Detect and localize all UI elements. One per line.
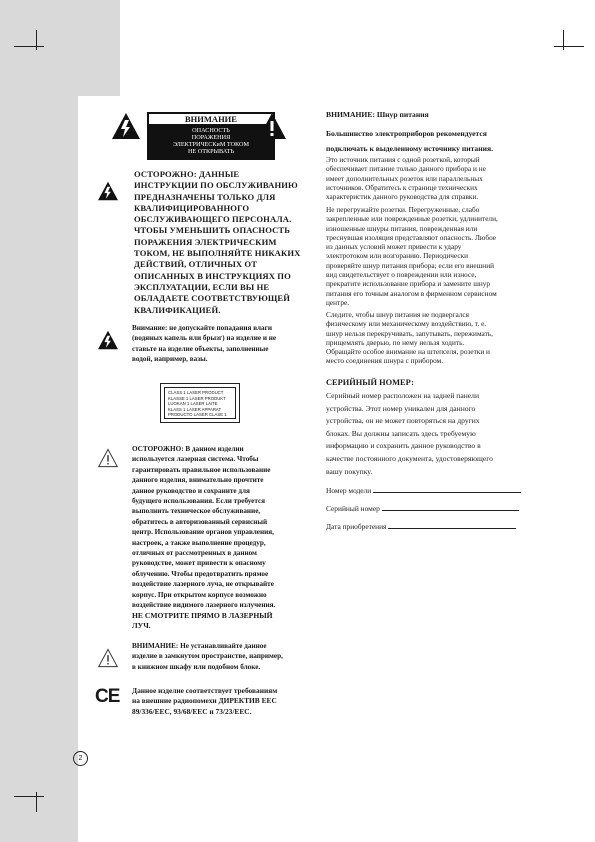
serial-line: качестве постоянного документа, удостоверяющего (326, 453, 493, 463)
laser-line: используется лазерная система. Чтобы (132, 455, 259, 464)
paragraph-line: Это источник питания с одной розеткой, который (326, 155, 480, 164)
page-number: 2 (73, 751, 88, 766)
power-cord-heading: ВНИМАНИЕ: Шнур питания (326, 110, 429, 119)
paragraph-line: вид свидетельствует о повреждении или износе, (326, 270, 477, 280)
purchase-date-line[interactable] (388, 521, 516, 529)
power-cord-subheading (326, 126, 541, 156)
paragraph-line: физическому или механическому воздействию, т. е. (326, 319, 487, 329)
paragraph-line: прекратите использование прибора и замените шнур (326, 279, 491, 289)
laser-line: руководстве, может привести к опасному (132, 559, 266, 568)
paragraph-line: центре. (326, 297, 350, 307)
enclosure-line: изделие в замкнутом пространстве, например, (132, 652, 283, 661)
ce-line: 89/336/EEC, 93/68/EEC и 73/23/EEC. (132, 706, 252, 716)
purchase-date-field[interactable] (326, 521, 516, 531)
caution-outline-icon (97, 448, 119, 468)
paragraph-line: Следите, чтобы шнур питания не подвергался (326, 310, 470, 319)
water-line: Внимание: не допускайте попадания влаги (132, 324, 273, 332)
lightning-warning-icon (111, 112, 141, 140)
warning-box-line: ПОРАЖЕНИЯ (191, 134, 231, 141)
ce-line: на внешние радиопомехи ДИРЕКТИВ EEC (132, 696, 277, 706)
paragraph-line: шнур нельзя перекручивать, запутывать, пережимать, (326, 328, 493, 338)
laser-label-line: KLASSE 1 LASER PRODUKT (168, 395, 226, 401)
paragraph-line: место соединения шнура с прибором. (326, 356, 444, 366)
laser-line: выполнить техническое обслуживание, (132, 507, 261, 516)
model-number-label: Номер модели (326, 486, 372, 495)
caution-line: ОБЛАДАЕТЕ СООТВЕТСТВУЮЩЕЙ (134, 293, 291, 304)
power-paragraph-1 (326, 155, 546, 201)
paragraph-line: проверяйте шнур питания прибора; если его внешний (326, 260, 494, 270)
laser-class-label (160, 383, 240, 423)
laser-label-line: LUOKAN 1 LASER LAITE (168, 401, 218, 407)
paragraph-line: Не перегружайте розетки. Перегруженные, слабо (326, 205, 480, 214)
exclamation-warning-icon (257, 112, 287, 140)
caution-outline-icon (97, 648, 119, 668)
lightning-warning-icon (97, 181, 119, 201)
laser-line: обратитесь в авторизованный сервисный (132, 517, 268, 526)
laser-line: данное руководство и сохраните для (132, 486, 250, 495)
paragraph-line: закрепленные или поврежденные розетки, удлинители, (326, 214, 498, 224)
laser-line: ЛУЧ. (132, 620, 151, 630)
laser-line: НЕ СМОТРИТЕ ПРЯМО В ЛАЗЕРНЫЙ (132, 610, 273, 620)
laser-line: гарантировать правильное использование (132, 465, 271, 474)
paragraph-line: имеет дополнительных розеток или параллельных (326, 173, 483, 183)
caution-line: КВАЛИФИКАЦИЕЙ. (134, 304, 221, 315)
serial-line: Серийный номер расположен на задней панели (326, 391, 480, 400)
serial-line: вашу покупку. (326, 466, 373, 476)
caution-line: ЧТОБЫ УМЕНЬШИТЬ ОПАСНОСТЬ (134, 225, 291, 236)
laser-line: будущего использования. Если требуется (132, 497, 266, 506)
crop-mark (563, 30, 564, 50)
water-warning-text (132, 323, 312, 365)
water-line: ставьте на изделие объекты, заполненные (132, 344, 269, 353)
paragraph-line: обеспечивает питание только данного прибора и не (326, 164, 486, 174)
caution-line: ОБСЛУЖИВАЮЩЕГО ПЕРСОНАЛА. (134, 214, 292, 225)
paragraph-line: характеристик данного руководства для справки. (326, 192, 479, 202)
enclosure-warning-text (132, 641, 312, 672)
ce-compliance-text (132, 686, 312, 717)
paragraph-line: Обращайте особое внимание на штепселя, розетки и (326, 347, 490, 357)
lightning-warning-icon (97, 330, 119, 350)
laser-line: ОСТОРОЖНО: В данном изделии (132, 445, 244, 453)
water-line: водой, например, вазы. (132, 355, 208, 364)
power-paragraph-3 (326, 310, 551, 366)
paragraph-line: из данных условий может привести к удару (326, 242, 462, 252)
model-number-field[interactable] (326, 485, 521, 495)
enclosure-line: ВНИМАНИЕ: Не устанавливайте данное (132, 642, 267, 650)
enclosure-line: в книжном шкафу или подобном блоке. (132, 662, 261, 671)
water-line: (водяных капель или брызг) на изделие и не (132, 334, 277, 343)
model-number-line[interactable] (373, 485, 521, 493)
ce-mark-icon: CE (95, 686, 120, 707)
warning-box-line: ЭЛЕКТРИЧЕСКиМ ТОКОМ (172, 141, 249, 148)
serial-number-field[interactable] (326, 503, 519, 513)
warning-box-line: НЕ ОТКРЫВАТЬ (188, 148, 234, 155)
serial-number-line[interactable] (382, 503, 519, 511)
caution-line: ПОРАЖЕНИЯ ЭЛЕКТРИЧЕСКИМ (134, 236, 277, 247)
top-white-margin (120, 0, 595, 96)
shock-warning-box (147, 112, 275, 160)
serial-number-heading: СЕРИЙНЫЙ НОМЕР: (326, 378, 414, 387)
laser-label-line: CLASS 1 LASER PRODUCT (168, 390, 224, 395)
caution-line: ОСТОРОЖНО: ДАННЫЕ (134, 169, 240, 179)
laser-line: воздействие видимого лазерного излучения. (132, 601, 276, 610)
purchase-date-label: Дата приобретения (326, 522, 387, 531)
caution-line: ИНСТРУКЦИИ ПО ОБСЛУЖИВАНИЮ (134, 180, 298, 191)
laser-line: данного изделия, внимательно прочтите (132, 476, 264, 485)
serial-number-text (326, 390, 551, 478)
laser-line: центр. Использование органов управления, (132, 528, 274, 537)
crop-mark (554, 46, 584, 47)
power-paragraph-2 (326, 205, 551, 307)
ce-line: Данное изделие соответствует требованиям (132, 686, 278, 695)
paragraph-line: треснувшая изоляция представляют опасность. Любое (326, 232, 497, 242)
serial-line: устройства. Этот номер уникален для данного (326, 403, 476, 413)
warning-box-line: ОПАСНОСТЬ (192, 127, 230, 134)
laser-line: корпус. При открытом корпусе возможно (132, 590, 267, 599)
serial-line: информацию и сохранить данное руководство в (326, 441, 481, 451)
laser-line: отличных от рассмотренных в данном (132, 549, 257, 558)
crop-mark (36, 30, 37, 50)
serial-line: блоках. Вы должны записать здесь требуемую (326, 428, 476, 438)
crop-mark (14, 46, 44, 47)
laser-label-line: PRODUCTO LASER CLASE 1 (168, 412, 227, 418)
paragraph-line: источников. Обратитесь к странице технических (326, 182, 478, 192)
serial-line: устройства, он не может повторяться на других (326, 416, 480, 426)
laser-line: воздействие лазерного луча, не открывайте (132, 580, 274, 589)
warning-box-title: ВНИМАНИЕ (149, 114, 273, 124)
paragraph-line: прищемлять дверью, по нему нельзя ходить. (326, 337, 465, 347)
laser-label-line: KLASS 1 LASER APPARAT (168, 406, 222, 412)
caution-line: ПРЕДНАЗНАЧЕНЫ ТОЛЬКО ДЛЯ (134, 191, 276, 202)
caution-line: КВАЛИФИЦИРОВАННОГО (134, 202, 250, 213)
crop-mark (36, 792, 37, 812)
laser-caution-text (132, 444, 312, 631)
subheading-line: Большинство электроприборов рекомендуется (326, 129, 487, 138)
paragraph-line: питания его точным аналогом в фирменном сервисном (326, 288, 497, 298)
laser-line: облучению. Чтобы предотвратить прямое (132, 569, 269, 578)
paragraph-line: изношенные шнуры питания, поврежденная или (326, 223, 478, 233)
serial-number-label: Серийный номер (326, 504, 380, 513)
crop-mark (14, 796, 44, 797)
caution-line: ТОКОМ, НЕ ВЫПОЛНЯЙТЕ НИКАКИХ (134, 248, 301, 259)
laser-line: настроек, а также выполнение процедур, (132, 538, 266, 547)
caution-line: ЭКСПЛУАТАЦИИ, ЕСЛИ ВЫ НЕ (134, 281, 270, 292)
paragraph-line: электротоком или возгоранию. Периодически (326, 251, 469, 261)
caution-line: ОПИСАННЫХ В ИНСТРУКЦИЯХ ПО (134, 270, 291, 281)
caution-line: ДЕЙСТВИЙ, ОТЛИЧНЫХ ОТ (134, 259, 258, 270)
subheading-line: подключать к выделенному источнику питания. (326, 144, 493, 153)
service-caution-text (134, 169, 304, 316)
